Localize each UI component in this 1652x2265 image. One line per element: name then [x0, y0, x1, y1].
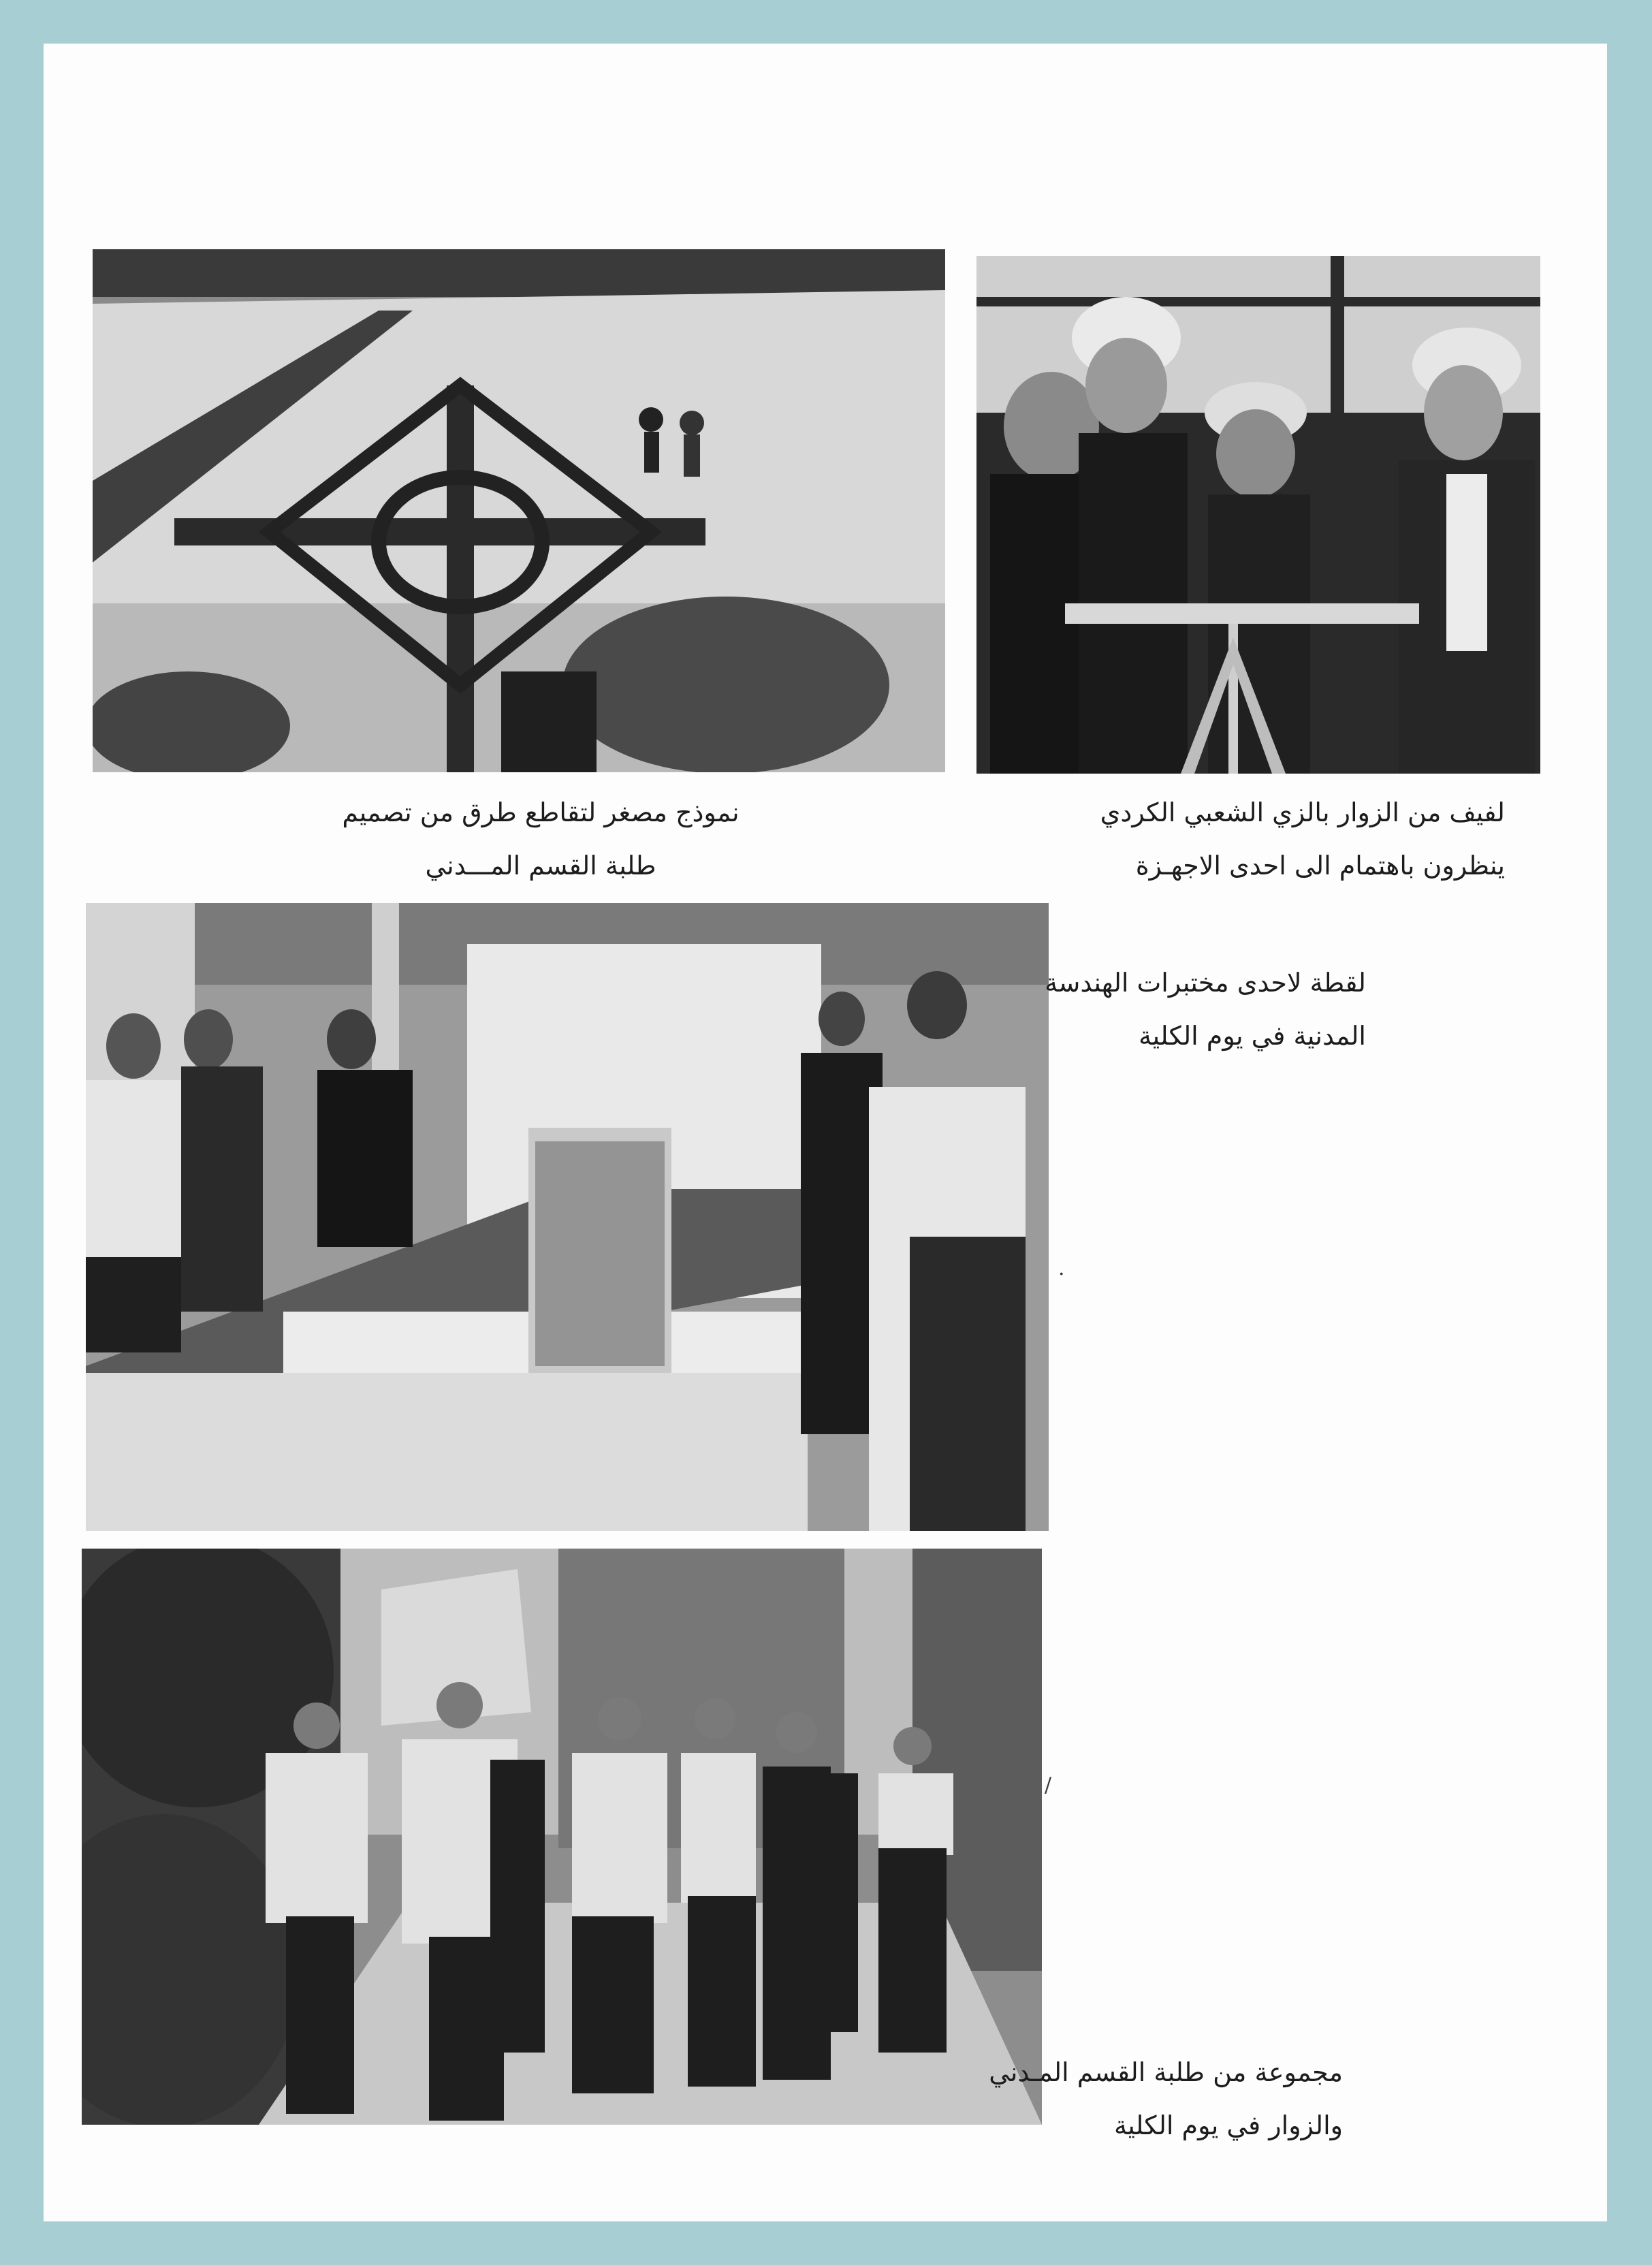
caption-road-model	[302, 786, 779, 892]
photo-students-visitors	[82, 1549, 1042, 2125]
caption-students-visitors-line1: مجموعة من طلبة القسم المـدني	[989, 2057, 1343, 2087]
caption-kurdish-visitors	[1045, 786, 1505, 892]
magazine-page	[44, 44, 1607, 2221]
caption-civil-lab-line1: لقطة لاحدى مختبرات الهندسة	[1045, 968, 1366, 998]
caption-kurdish-visitors-line2: ينظرون باهتمام الى احدى الاجهـزة	[1135, 851, 1505, 881]
stray-slash: /	[1045, 1773, 1052, 1797]
caption-civil-lab	[1017, 956, 1366, 1062]
photo-road-model	[93, 249, 945, 772]
caption-kurdish-visitors-line1: لفيف من الزوار بالزي الشعبي الكردي	[1100, 797, 1505, 827]
photo-civil-lab	[86, 903, 1049, 1531]
caption-students-visitors	[989, 2046, 1343, 2152]
photo-kurdish-visitors	[976, 256, 1540, 774]
caption-students-visitors-line2: والزوار في يوم الكلية	[1113, 2110, 1343, 2140]
caption-civil-lab-line2: المدنية في يوم الكلية	[1139, 1021, 1366, 1051]
caption-road-model-line2: طلبة القسم المـــدني	[425, 851, 656, 881]
stray-dot: ·	[1058, 1263, 1065, 1286]
caption-road-model-line1: نموذج مصغر لتقاطع طرق من تصميم	[342, 797, 740, 827]
